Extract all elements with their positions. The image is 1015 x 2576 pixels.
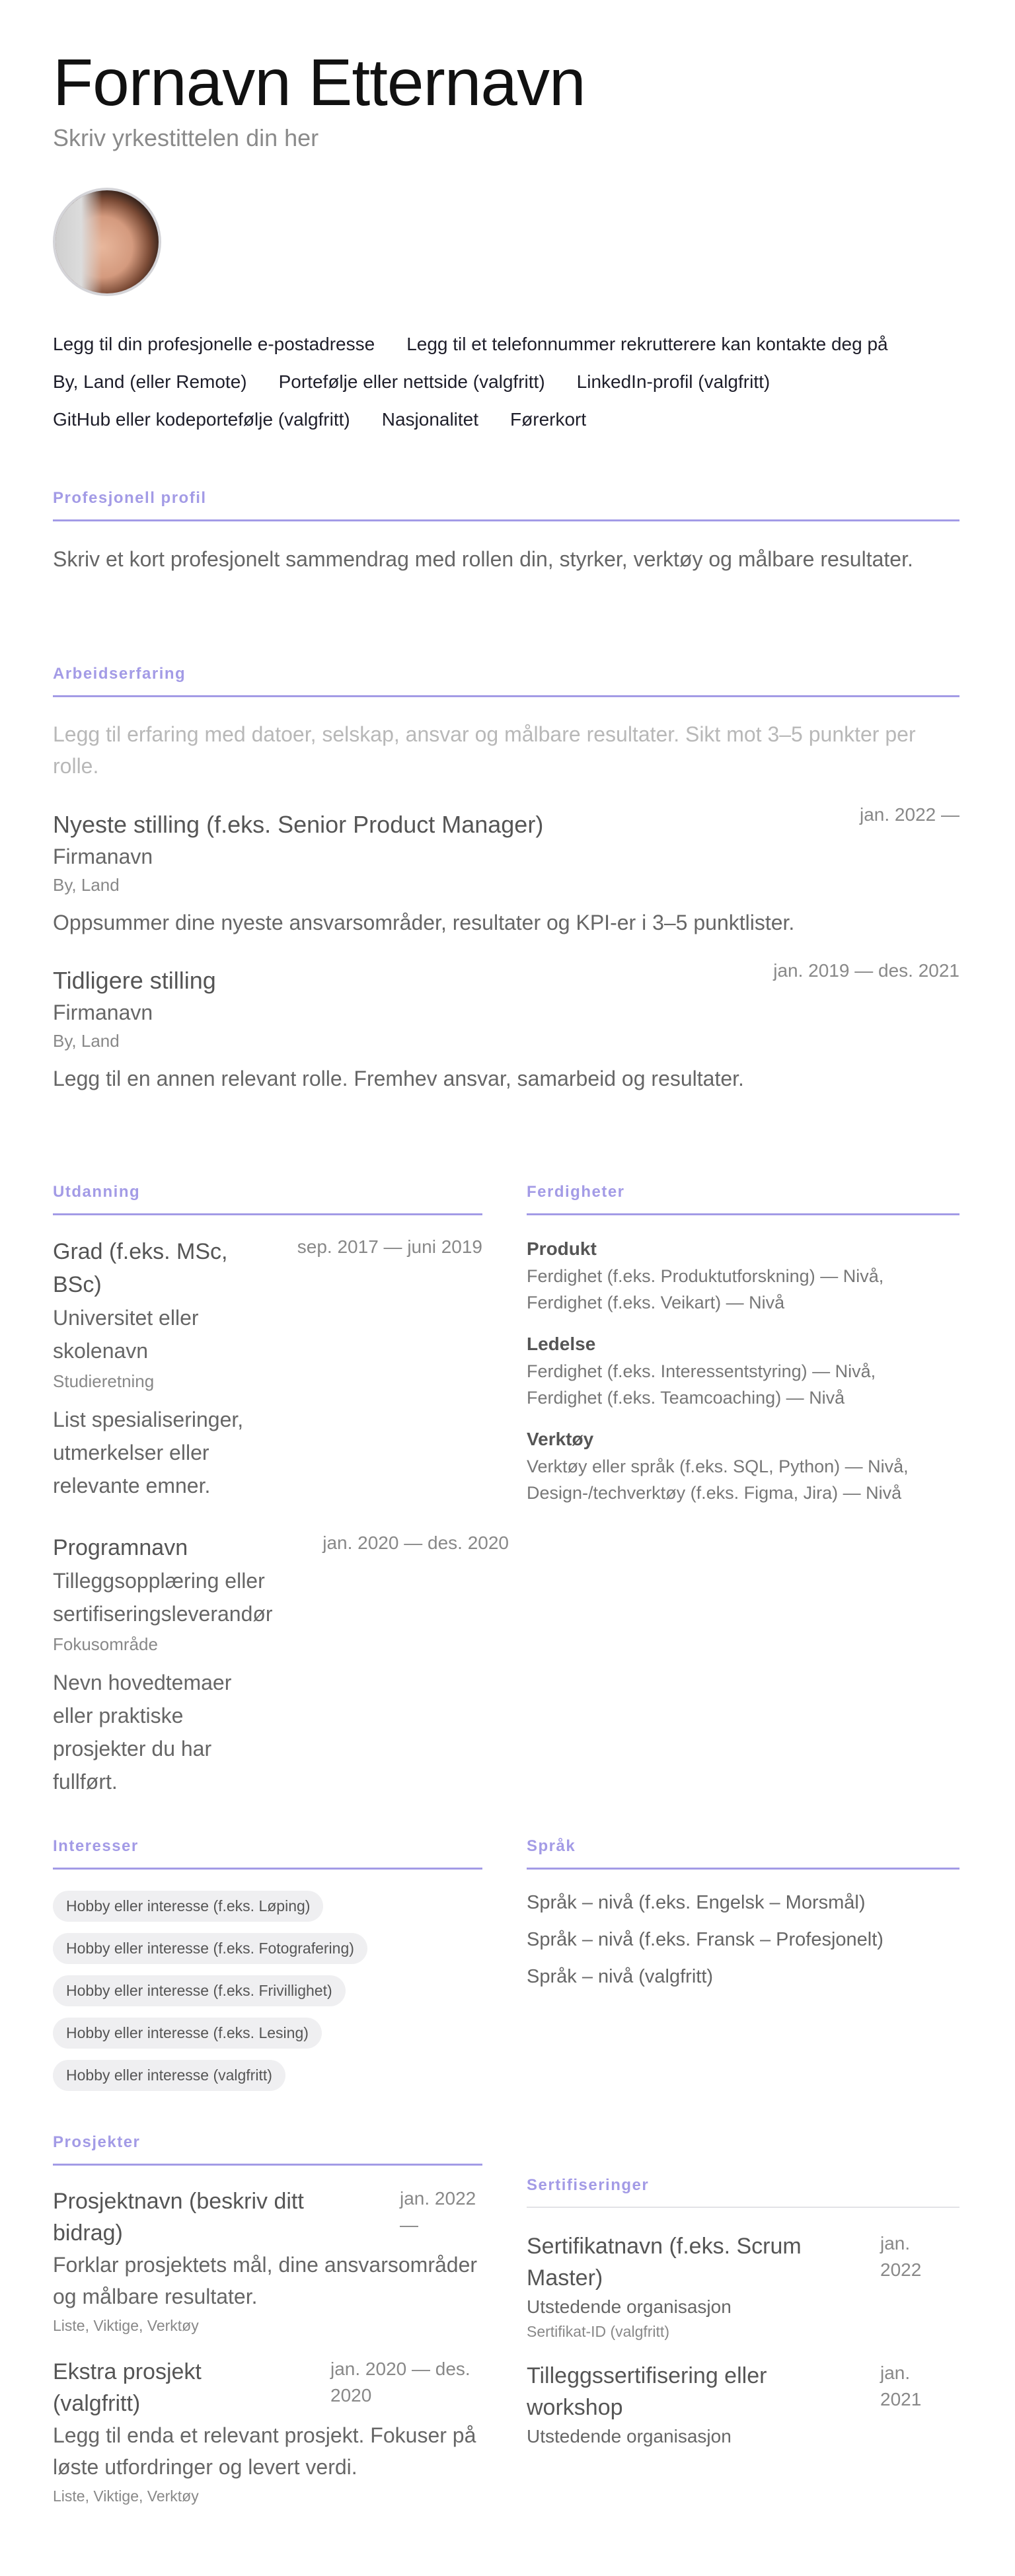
languages-section — [527, 1837, 959, 1995]
experience-intro[interactable]: Legg til erfaring med datoer, selskap, ansvar og målbare resultater. Sikt mot 3–5 punkter per rolle. — [53, 722, 916, 778]
project-tags: Liste, Viktige, Verktøy — [53, 2317, 199, 2334]
language-item[interactable]: Språk – nivå (f.eks. Engelsk – Morsmål) — [527, 1892, 866, 1913]
contact-linkedin[interactable]: LinkedIn-profil (valgfritt) — [576, 371, 771, 392]
job-entry[interactable] — [53, 804, 959, 938]
skill-item: Ferdighet (f.eks. Teamcoaching) — Nivå — [527, 1388, 845, 1408]
contact-email[interactable]: Legg til din profesjonelle e-postadresse — [53, 333, 375, 354]
project-title: Ekstra prosjekt (valgfritt) — [53, 2359, 202, 2416]
certification-date: jan. 2022 — [880, 2233, 922, 2280]
section-heading: Ferdigheter — [527, 1183, 625, 1201]
project-title: Prosjektnavn (beskriv ditt bidrag) — [53, 2189, 304, 2246]
skill-group[interactable] — [527, 1235, 959, 1316]
section-divider — [527, 1868, 959, 1870]
certification-title: Sertifikatnavn (f.eks. Scrum Master) — [527, 2234, 802, 2291]
skill-item: Design-/techverktøy (f.eks. Figma, Jira) — Nivå — [527, 1483, 902, 1503]
section-divider — [527, 1213, 959, 1215]
interests-section — [53, 1837, 482, 2102]
certification-entry[interactable] — [527, 2230, 959, 2343]
section-heading: Profesjonell profil — [53, 489, 207, 507]
contact-location[interactable]: By, Land (eller Remote) — [53, 371, 247, 392]
job-entry-location: By, Land — [53, 875, 120, 895]
certification-date: jan. 2021 — [880, 2363, 922, 2409]
education-field: Studieretning — [53, 1371, 155, 1391]
language-item[interactable]: Språk – nivå (valgfritt) — [527, 1966, 714, 1987]
education-desc: Nevn hovedtemaer eller praktiske prosjekter du har fullført. — [53, 1671, 232, 1794]
education-date: jan. 2020 — des. 2020 — [322, 1533, 509, 1553]
skill-group-title: Produkt — [527, 1238, 597, 1259]
section-divider — [53, 1868, 482, 1870]
job-entry-company: Firmanavn — [53, 845, 153, 868]
education-school: Universitet eller skolenavn — [53, 1306, 199, 1363]
profile-summary[interactable]: Skriv et kort profesjonelt sammendrag med rollen din, styrker, verktøy og målbare resultater. — [53, 547, 913, 571]
section-divider — [53, 2164, 482, 2166]
education-date: sep. 2017 — juni 2019 — [297, 1236, 482, 1257]
section-divider — [53, 1213, 482, 1215]
job-entry-desc: Legg til en annen relevant rolle. Fremhev ansvar, samarbeid og resultater. — [53, 1067, 744, 1090]
job-entry-date: jan. 2019 — des. 2021 — [773, 960, 959, 981]
projects-section — [53, 2133, 482, 2509]
project-date: jan. 2020 — des. 2020 — [330, 2359, 470, 2406]
contact-portfolio[interactable]: Portefølje eller nettside (valgfritt) — [278, 371, 545, 392]
language-item[interactable]: Språk – nivå (f.eks. Fransk – Profesjonelt) — [527, 1929, 883, 1950]
job-entry-desc: Oppsummer dine nyeste ansvarsområder, resultater og KPI-er i 3–5 punktlister. — [53, 911, 795, 934]
interest-chip[interactable]: Hobby eller interesse (f.eks. Frivillighet) — [53, 1975, 346, 2006]
certification-org: Utstedende organisasjon — [527, 2296, 732, 2317]
job-entry-title: Tidligere stilling — [53, 967, 216, 994]
skill-group[interactable] — [527, 1330, 959, 1411]
skill-group-title: Ledelse — [527, 1334, 596, 1354]
education-section — [53, 1183, 509, 1798]
certification-title: Tilleggssertifisering eller workshop — [527, 2363, 767, 2420]
job-entry-date: jan. 2022 — — [860, 804, 959, 825]
job-title: Skriv yrkestittelen din her — [53, 124, 319, 151]
education-degree: Programnavn — [53, 1535, 188, 1560]
education-desc: List spesialiseringer, utmerkelser eller relevante emner. — [53, 1408, 244, 1497]
section-heading: Språk — [527, 1837, 576, 1855]
section-heading: Interesser — [53, 1837, 139, 1855]
contact-list — [53, 325, 978, 438]
skill-item: Ferdighet (f.eks. Interessentstyring) — Nivå, — [527, 1361, 876, 1381]
profile-section — [53, 489, 959, 576]
skill-item: Verktøy eller språk (f.eks. SQL, Python) — Nivå, — [527, 1457, 909, 1476]
project-entry[interactable] — [53, 2356, 482, 2419]
education-degree: Grad (f.eks. MSc, BSc) — [53, 1239, 228, 1297]
section-divider — [53, 519, 959, 521]
job-entry[interactable] — [53, 960, 959, 1094]
education-entry[interactable] — [53, 1531, 509, 1798]
section-divider — [53, 695, 959, 697]
contact-phone[interactable]: Legg til et telefonnummer rekrutterere kan kontakte deg på — [406, 333, 888, 354]
certification-entry[interactable] — [527, 2360, 959, 2450]
skills-section — [527, 1183, 959, 1521]
project-desc: Forklar prosjektets mål, dine ansvarsområder og målbare resultater. — [53, 2253, 478, 2308]
certifications-section — [527, 2176, 959, 2450]
section-heading: Sertifiseringer — [527, 2176, 650, 2194]
experience-section — [53, 665, 959, 1094]
job-entry-location: By, Land — [53, 1031, 120, 1051]
job-entry-title: Nyeste stilling (f.eks. Senior Product Manager) — [53, 811, 544, 838]
section-heading: Arbeidserfaring — [53, 665, 186, 683]
project-tags: Liste, Viktige, Verktøy — [53, 2487, 199, 2505]
contact-github[interactable]: GitHub eller kodeportefølje (valgfritt) — [53, 408, 350, 430]
certification-org: Utstedende organisasjon — [527, 2426, 732, 2446]
interest-chip[interactable]: Hobby eller interesse (f.eks. Løping) — [53, 1891, 323, 1922]
project-entry[interactable] — [53, 2185, 482, 2249]
contact-nationality[interactable]: Nasjonalitet — [381, 408, 479, 430]
candidate-name: Fornavn Etternavn — [53, 46, 585, 120]
avatar[interactable] — [53, 188, 161, 296]
education-school: Tilleggsopplæring eller sertifiseringsleverandør — [53, 1569, 273, 1626]
interest-chip[interactable]: Hobby eller interesse (f.eks. Fotografering) — [53, 1933, 367, 1964]
contact-license[interactable]: Førerkort — [510, 408, 587, 430]
section-divider — [527, 2207, 959, 2208]
skill-item: Ferdighet (f.eks. Produktutforskning) — Nivå, — [527, 1266, 884, 1286]
section-heading: Prosjekter — [53, 2133, 141, 2151]
skill-group[interactable] — [527, 1425, 959, 1506]
education-entry[interactable] — [53, 1235, 482, 1502]
section-heading: Utdanning — [53, 1183, 141, 1201]
project-date: jan. 2022 — — [400, 2188, 476, 2235]
skill-item: Ferdighet (f.eks. Veikart) — Nivå — [527, 1293, 785, 1312]
job-entry-company: Firmanavn — [53, 1001, 153, 1024]
interest-chip[interactable]: Hobby eller interesse (f.eks. Lesing) — [53, 2018, 322, 2049]
certification-id: Sertifikat-ID (valgfritt) — [527, 2323, 669, 2340]
interest-chip[interactable]: Hobby eller interesse (valgfritt) — [53, 2060, 285, 2091]
education-field: Fokusområde — [53, 1634, 158, 1654]
skill-group-title: Verktøy — [527, 1429, 594, 1449]
project-desc: Legg til enda et relevant prosjekt. Fokuser på løste utfordringer og levert verdi. — [53, 2423, 476, 2479]
